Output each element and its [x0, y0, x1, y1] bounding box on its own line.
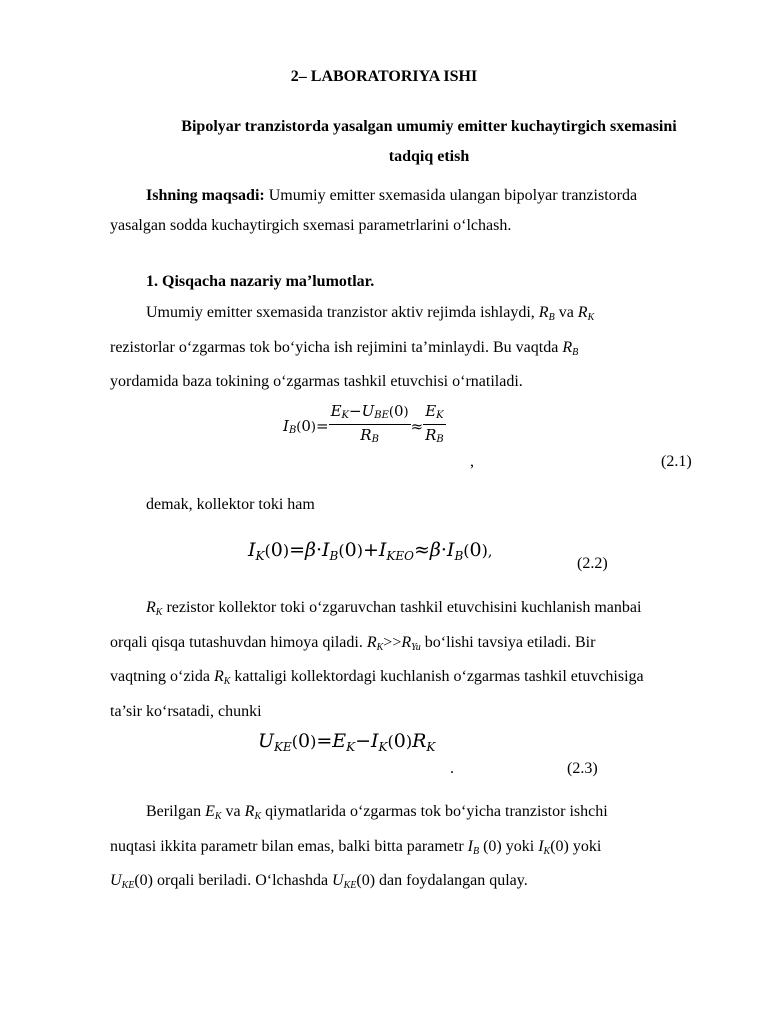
p4-text-e: (0) yoki [483, 837, 535, 855]
aim-text-2: yasalgan sodda kuchaytirgich sxemasi parametrlarini o‘lchash. [110, 216, 512, 234]
p3-text-a: rezistor kollektor toki o‘zgaruvchan tashkil etuvchisini kuchlanish manbai [166, 599, 642, 616]
p4-text-g: (0) orqali beriladi. O‘lchashda [134, 872, 329, 889]
aim-label: Ishning maqsadi: [146, 187, 265, 204]
section-heading: 1. Qisqacha nazariy ma’lumotlar. [146, 273, 375, 290]
equation-2-2-number: (2.2) [577, 555, 608, 572]
p3-text-e: kattaligi kollektordagi kuchlanish o‘zgarmas tashkil etuvchisiga [234, 668, 644, 685]
equation-2-3-dot: . [450, 760, 454, 777]
theory-paragraph-1: Umumiy emitter sxemasida tranzistor aktiv rejimda ishlaydi, $R_B$ va $R_K$ rezistorlar o‘zgarmas tok bo‘yicha ish rejimini ta’minlaydi. Bu vaqtda $R_B$ yordamida baza tokining o‘zgarmas tashkil etuvchisi o‘rnatiladi. [110, 304, 595, 390]
equation-2-1-comma: , [470, 453, 474, 470]
subtitle-line-2: tadqiq etish [388, 148, 470, 165]
p1-text-c: rezistorlar o‘zgarmas tok bo‘yicha ish rejimini ta’minlaydi. Bu vaqtda [110, 338, 559, 356]
theory-paragraph-4: Berilgan $E_K$ va $R_K$ qiymatlarida o‘zgarmas tok bo‘yicha tranzistor ishchi nuqtasi ikkita parametr bilan emas, balki bitta parametr $I_B$ (0) yoki $I_K(0)$ yoki $U_{KE}(0)$ orqali beriladi. O‘lchashda $U_{KE}(0)$ dan foydalangan qulay. [110, 803, 608, 891]
theory-paragraph-2: demak, kollektor toki ham [146, 496, 315, 513]
p4-text-f: (0) yoki [550, 837, 602, 855]
p3-text-b: orqali qisqa tutashuvdan himoya qiladi. [110, 633, 363, 651]
subtitle-line-1: Bipolyar tranzistorda yasalgan umumiy emitter kuchaytirgich sxemasini [181, 118, 677, 135]
p3-text-f: ta’sir ko‘rsatadi, chunki [110, 702, 262, 720]
p4-text-b: va [225, 803, 241, 820]
aim-text-1: Umumiy emitter sxemasida ulangan bipolyar tranzistorda [268, 187, 638, 204]
equation-2-3: $U_{KE}(0)=E_K-I_K(0)R_K$ [258, 730, 436, 754]
p3-text-d: vaqtning o‘zida [110, 668, 210, 685]
aim-paragraph [110, 181, 712, 240]
theory-paragraph-3: $R_K$ rezistor kollektor toki o‘zgaruvchan tashkil etuvchisini kuchlanish manbai orqali qisqa tutashuvdan himoya qiladi. $R_K>>R_{Yu}$ bo‘lishi tavsiya etiladi. Bir vaqtning o‘zida $R_K$ kattaligi kollektordagi kuchlanish o‘zgarmas tashkil etuvchisiga ta’sir ko‘rsatadi, chunki [110, 599, 644, 720]
p4-text-a: Berilgan [146, 803, 202, 820]
lab-subtitle [110, 112, 748, 172]
p1-text-a: Umumiy emitter sxemasida tranzistor aktiv rejimda ishlaydi, [146, 304, 535, 321]
p1-text-d: yordamida baza tokining o‘zgarmas tashkil etuvchisi o‘rnatiladi. [110, 373, 523, 390]
p4-text-h: (0) dan foydalangan qulay. [356, 872, 528, 889]
equation-2-1-number: (2.1) [661, 453, 692, 470]
p3-text-c: bo‘lishi tavsiya etiladi. Bir [424, 633, 596, 651]
p4-text-d: nuqtasi ikkita parametr bilan emas, balki bitta parametr [110, 837, 464, 855]
p1-text-b: va [558, 304, 574, 321]
equation-2-2: $I_K(0)=\beta\cdot I_B(0)+I_{KEO}\approx\beta\cdot I_B(0)$, [248, 539, 493, 563]
page-title: 2– LABORATORIYA ISHI [290, 68, 478, 85]
equation-2-1: IB(0)= $\frac{\text{EK−UBE(0)}}{RB}$ ≈ $\frac{EK}{RB}$ [283, 402, 444, 445]
p4-text-c: qiymatlarida o‘zgarmas tok bo‘yicha tranzistor ishchi [265, 803, 608, 820]
equation-2-3-number: (2.3) [567, 760, 598, 777]
